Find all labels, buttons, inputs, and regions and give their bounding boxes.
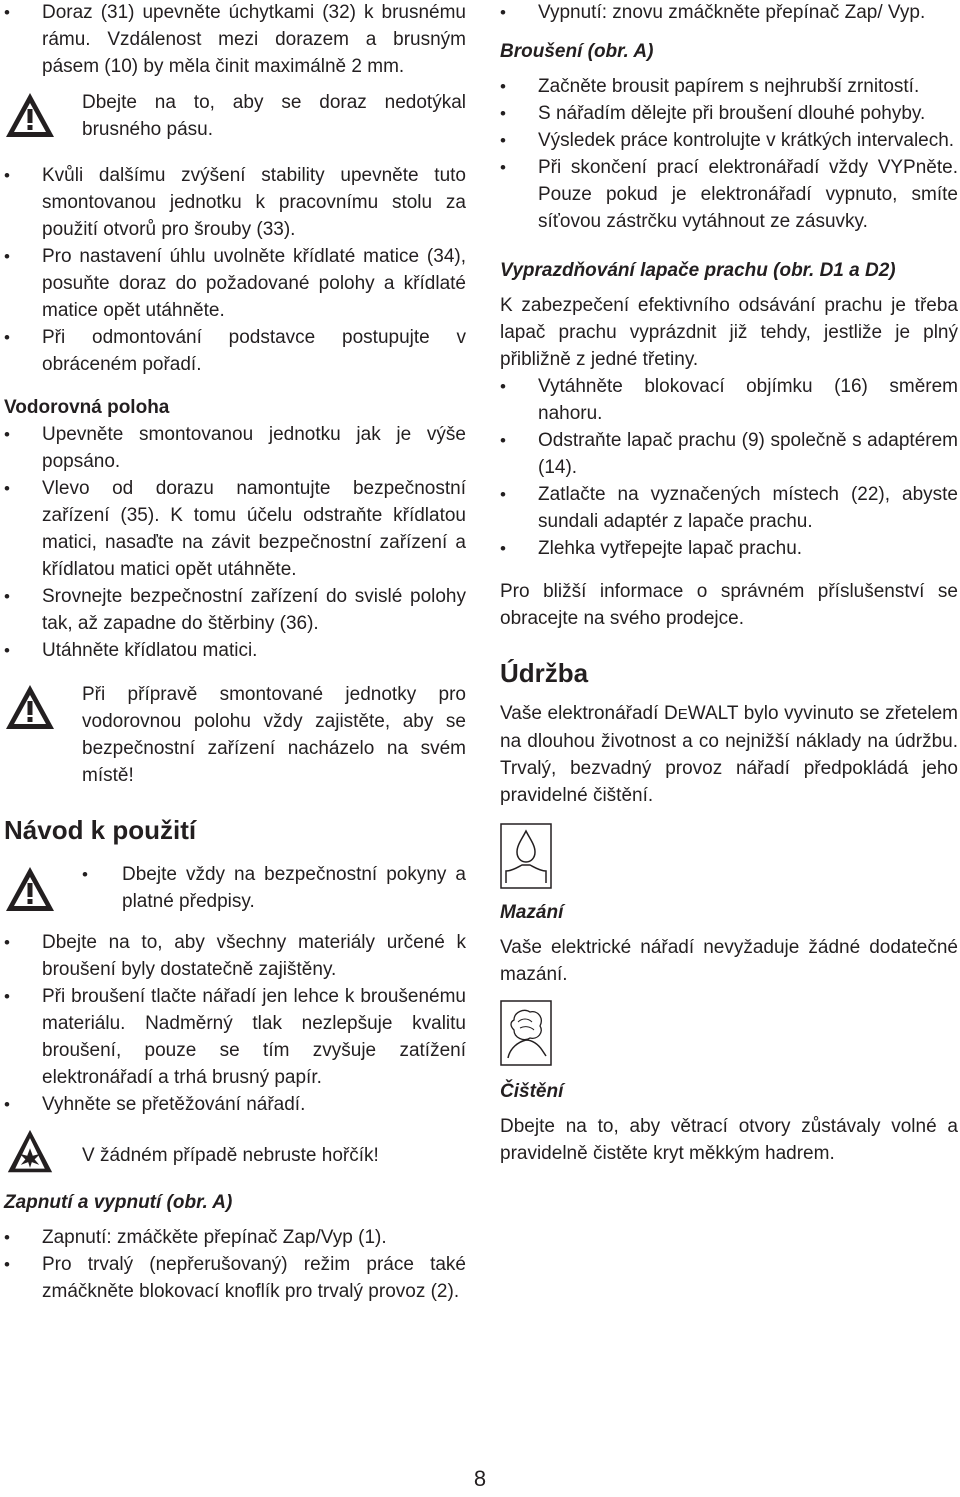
section-heading: Čištění (500, 1081, 564, 1102)
cleaning-icon (500, 1000, 552, 1066)
left-column (4, 0, 466, 1305)
warning-block (4, 681, 466, 789)
list-item: • Odstraňte lapač prachu (9) společně s adaptérem (14). (500, 427, 958, 481)
paragraph: K zabezpečení efektivního odsávání prachu je třeba lapač prachu vyprázdnit již tehdy, jestliže je plný přibližně z jedné třetiny. (500, 295, 958, 370)
page-number: 8 (473, 1466, 487, 1491)
warning-triangle-icon (4, 683, 56, 731)
paragraph: Vaše elektronářadí DEWALT bylo vyvinuto se zřetelem na dlouhou životnost a co nejnižší náklady na údržbu. Trvalý, bezvadný provoz nářadí předpokládá jeho pravidelné čištění. (500, 703, 959, 806)
section-heading: Údržba (500, 658, 589, 688)
list-item: • Pro trvalý (nepřerušovaný) režim práce také zmáčkněte blokovací knoflík pro trvalý provoz (2). (4, 1251, 466, 1305)
list-item: • Vyhněte se přetěžování nářadí. (4, 1091, 466, 1118)
paragraph: Pro bližší informace o správném příslušenství se obracejte na svého prodejce. (500, 581, 958, 629)
lubrication-icon (500, 823, 552, 889)
right-column (500, 0, 958, 1167)
section-heading: Mazání (500, 902, 564, 923)
warning-triangle-icon (4, 91, 56, 139)
section-heading: Broušení (obr. A) (500, 41, 654, 62)
list-item: • Při odmontování podstavce postupujte v obráceném pořadí. (4, 324, 466, 378)
warning-block (4, 861, 466, 915)
warning-text: Při přípravě smontované jednotky pro vodorovnou polohu vždy zajistěte, aby se bezpečnostní zařízení nacházelo na svém místě! (82, 684, 466, 786)
warning-text: V žádném případě nebruste hořčík! (82, 1145, 379, 1166)
list-item: • Zatlačte na vyznačených místech (22), abyste sundali adaptér z lapače prachu. (500, 481, 958, 535)
list-item: • Vlevo od dorazu namontujte bezpečnostní zařízení (35). K tomu účelu odstraňte křídlatou matici, nasaďte na závit bezpečnostní zařízení a křídlatou matici opět utáhněte. (4, 475, 466, 583)
list-item: • Dbejte vždy na bezpečnostní pokyny a platné předpisy. (82, 861, 466, 915)
list-item: • Doraz (31) upevněte úchytkami (32) k brusnému rámu. Vzdálenost mezi dorazem a brusným pásem (10) by měla činit maximálně 2 mm. (4, 0, 466, 80)
list-item: • Výsledek práce kontrolujte v krátkých intervalech. (500, 127, 958, 154)
list-item: • Při skončení prací elektronářadí vždy VYPněte. Pouze pokud je elektronářadí vypnuto, smíte síťovou zástrčku vytáhnout ze zásuvky. (500, 154, 958, 235)
list-item: • Srovnejte bezpečnostní zařízení do svislé polohy tak, až zapadne do štěrbiny (36). (4, 583, 466, 637)
list-item: • Zlehka vytřepejte lapač prachu. (500, 535, 958, 562)
paragraph: Dbejte na to, aby větrací otvory zůstávaly volné a pravidelně čistěte kryt měkkým hadrem. (500, 1116, 958, 1164)
list-item: • Zapnutí: zmáčkěte přepínač Zap/Vyp (1). (4, 1224, 466, 1251)
list-item: • Začněte brousit papírem s nejhrubší zrnitostí. (500, 73, 958, 100)
list-item: • S nářadím dělejte při broušení dlouhé pohyby. (500, 100, 958, 127)
paragraph: Vaše elektrické nářadí nevyžaduje žádné dodatečné mazání. (500, 937, 958, 985)
list-item: • Vytáhněte blokovací objímku (16) směrem nahoru. (500, 373, 958, 427)
list-item: • Při broušení tlačte nářadí jen lehce k broušenému materiálu. Nadměrný tlak nezlepšuje kvalitu broušení, pouze se tím zvyšuje zatížení elektronářadí a trhá brusný papír. (4, 983, 466, 1091)
list-item: • Pro nastavení úhlu uvolněte křídlaté matice (34), posuňte doraz do požadované polohy a křídlaté matice opět utáhněte. (4, 243, 466, 324)
list-item: • Utáhněte křídlatou matici. (4, 637, 466, 664)
warning-block (4, 89, 466, 143)
warning-triangle-icon (4, 865, 56, 913)
section-heading: Návod k použití (4, 815, 197, 845)
warning-block (4, 1142, 466, 1169)
section-heading: Zapnutí a vypnutí (obr. A) (4, 1192, 233, 1213)
section-heading: Vodorovná poloha (4, 397, 170, 418)
section-heading: Vyprazdňování lapače prachu (obr. D1 a D2) (500, 260, 896, 281)
list-item: • Upevněte smontovanou jednotku jak je výše popsáno. (4, 421, 466, 475)
warning-text: Dbejte na to, aby se doraz nedotýkal brusného pásu. (82, 92, 466, 140)
list-item: • Kvůli dalšímu zvýšení stability upevněte tuto smontovanou jednotku k pracovnímu stolu za použití otvorů pro šrouby (33). (4, 162, 466, 243)
explosion-warning-icon (4, 1128, 56, 1176)
list-item: • Dbejte na to, aby všechny materiály určené k broušení byly dostatečně zajištěny. (4, 929, 466, 983)
list-item: • Vypnutí: znovu zmáčkněte přepínač Zap/ Vyp. (500, 0, 958, 26)
